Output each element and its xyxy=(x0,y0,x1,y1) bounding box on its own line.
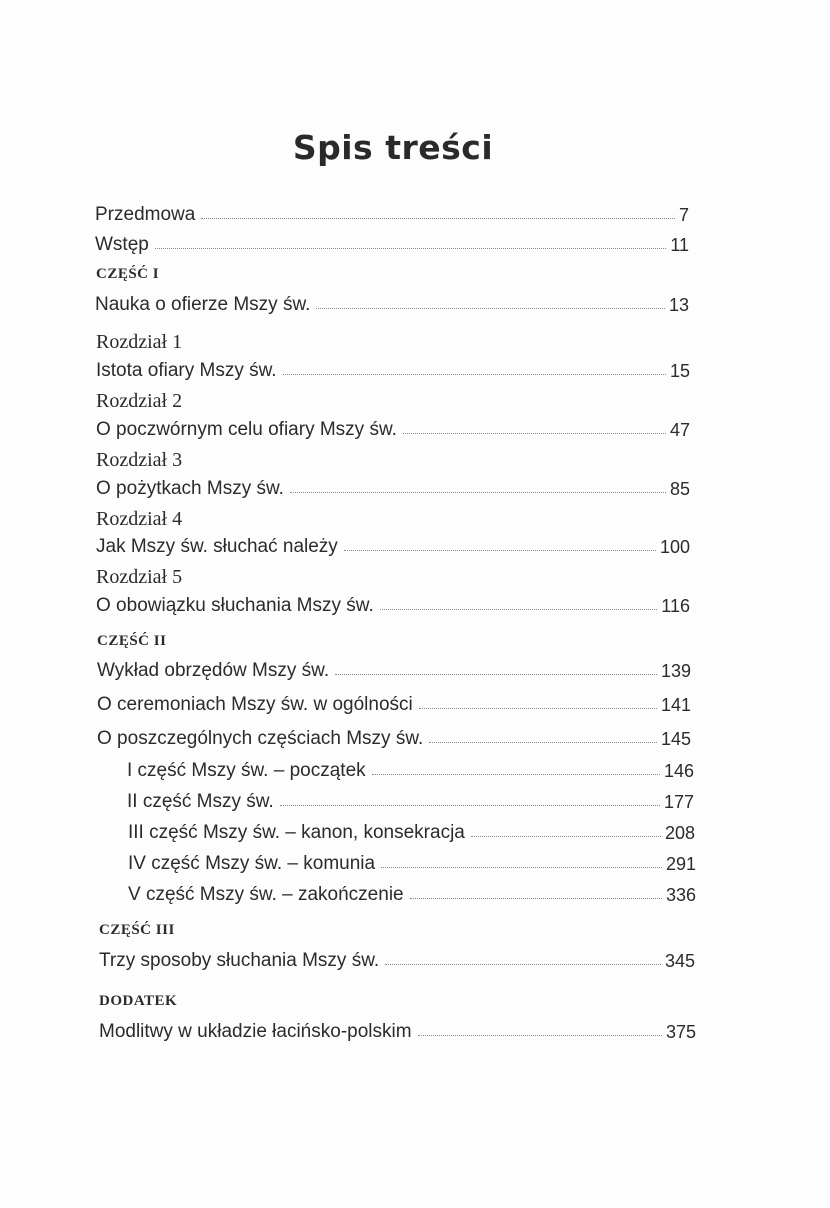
toc-entry-page: 208 xyxy=(664,823,695,843)
toc-entry-page: 146 xyxy=(663,761,694,781)
toc-entry-label: Przedmowa xyxy=(95,204,196,225)
toc-entry-label: O ceremoniach Mszy św. w ogólności xyxy=(97,694,413,715)
toc-entry-page: 47 xyxy=(669,420,690,440)
dot-leader xyxy=(316,307,665,309)
toc-entry-label: Istota ofiary Mszy św. xyxy=(96,360,277,381)
dot-leader xyxy=(381,866,662,868)
toc-entry-label: Nauka o ofierze Mszy św. xyxy=(95,294,311,315)
toc-entry-label: III część Mszy św. – kanon, konsekracja xyxy=(128,822,465,843)
part-heading: CZĘŚĆ III xyxy=(99,922,175,938)
toc-subentry[interactable] xyxy=(128,816,695,844)
chapter-heading: Rozdział 1 xyxy=(96,331,183,353)
toc-entry[interactable] xyxy=(99,1015,696,1043)
dot-leader xyxy=(280,804,660,806)
toc-entry-page: 141 xyxy=(660,695,691,715)
toc-entry[interactable] xyxy=(96,530,690,558)
toc-entry-page: 291 xyxy=(665,854,696,874)
toc-entry-page: 100 xyxy=(659,537,690,557)
toc-subentry[interactable] xyxy=(128,878,696,906)
chapter-heading: Rozdział 4 xyxy=(96,508,183,530)
chapter-heading: Rozdział 5 xyxy=(96,566,183,588)
toc-entry[interactable] xyxy=(97,722,691,750)
part-heading: CZĘŚĆ II xyxy=(97,633,167,649)
toc-entry-page: 116 xyxy=(661,596,690,616)
part-heading: DODATEK xyxy=(99,993,178,1009)
toc-entry-label: II część Mszy św. xyxy=(127,791,274,812)
toc-entry-page: 145 xyxy=(660,729,691,749)
toc-entry-page: 15 xyxy=(669,361,690,381)
chapter-heading: Rozdział 2 xyxy=(96,390,183,412)
dot-leader xyxy=(380,608,658,610)
dot-leader xyxy=(344,549,656,551)
toc-entry-page: 177 xyxy=(663,792,694,812)
toc-entry[interactable] xyxy=(97,688,691,716)
dot-leader xyxy=(155,247,666,249)
toc-entry-page: 7 xyxy=(678,205,689,225)
toc-entry-page: 336 xyxy=(665,885,696,905)
toc-entry-label: O obowiązku słuchania Mszy św. xyxy=(96,595,374,616)
toc-entry-label: V część Mszy św. – zakończenie xyxy=(128,884,404,905)
toc-subentry[interactable] xyxy=(127,754,694,782)
toc-subentry[interactable] xyxy=(128,847,696,875)
toc-entry[interactable] xyxy=(96,589,690,617)
dot-leader xyxy=(429,741,657,743)
toc-entry-page: 11 xyxy=(670,235,689,255)
toc-entry[interactable] xyxy=(95,288,689,316)
toc-entry-label: Wykład obrzędów Mszy św. xyxy=(97,660,330,681)
dot-leader xyxy=(471,835,661,837)
toc-entry-page: 375 xyxy=(665,1022,696,1042)
toc-entry-page: 13 xyxy=(668,295,689,315)
dot-leader xyxy=(418,1034,662,1036)
toc-entry[interactable] xyxy=(95,228,689,256)
toc-entry[interactable] xyxy=(96,413,690,441)
toc-entry[interactable] xyxy=(97,654,691,682)
dot-leader xyxy=(201,217,675,219)
dot-leader xyxy=(372,773,660,775)
dot-leader xyxy=(403,432,666,434)
page-title: Spis treści xyxy=(292,128,494,167)
toc-entry-page: 85 xyxy=(669,479,690,499)
dot-leader xyxy=(283,373,666,375)
toc-entry-page: 345 xyxy=(664,951,695,971)
part-heading: CZĘŚĆ I xyxy=(96,266,160,282)
toc-subentry[interactable] xyxy=(127,785,694,813)
toc-entry[interactable] xyxy=(96,472,690,500)
toc-entry[interactable] xyxy=(99,944,695,972)
toc-entry-label: Wstęp xyxy=(95,234,149,255)
chapter-heading: Rozdział 3 xyxy=(96,449,183,471)
dot-leader xyxy=(385,963,661,965)
toc-entry-label: O poszczególnych częściach Mszy św. xyxy=(97,728,424,749)
toc-entry-label: O pożytkach Mszy św. xyxy=(96,478,284,499)
toc-entry-page: 139 xyxy=(660,661,691,681)
toc-entry-label: O poczwórnym celu ofiary Mszy św. xyxy=(96,419,397,440)
toc-entry-label: I część Mszy św. – początek xyxy=(127,760,366,781)
toc-entry[interactable] xyxy=(95,198,689,226)
dot-leader xyxy=(419,707,657,709)
toc-entry-label: Trzy sposoby słuchania Mszy św. xyxy=(99,950,380,971)
dot-leader xyxy=(410,897,662,899)
toc-entry-label: Modlitwy w układzie łacińsko-polskim xyxy=(99,1021,412,1042)
dot-leader xyxy=(335,673,657,675)
toc-entry-label: Jak Mszy św. słuchać należy xyxy=(96,536,338,557)
toc-entry-label: IV część Mszy św. – komunia xyxy=(128,853,376,874)
toc-entry[interactable] xyxy=(96,354,690,382)
dot-leader xyxy=(290,491,666,493)
